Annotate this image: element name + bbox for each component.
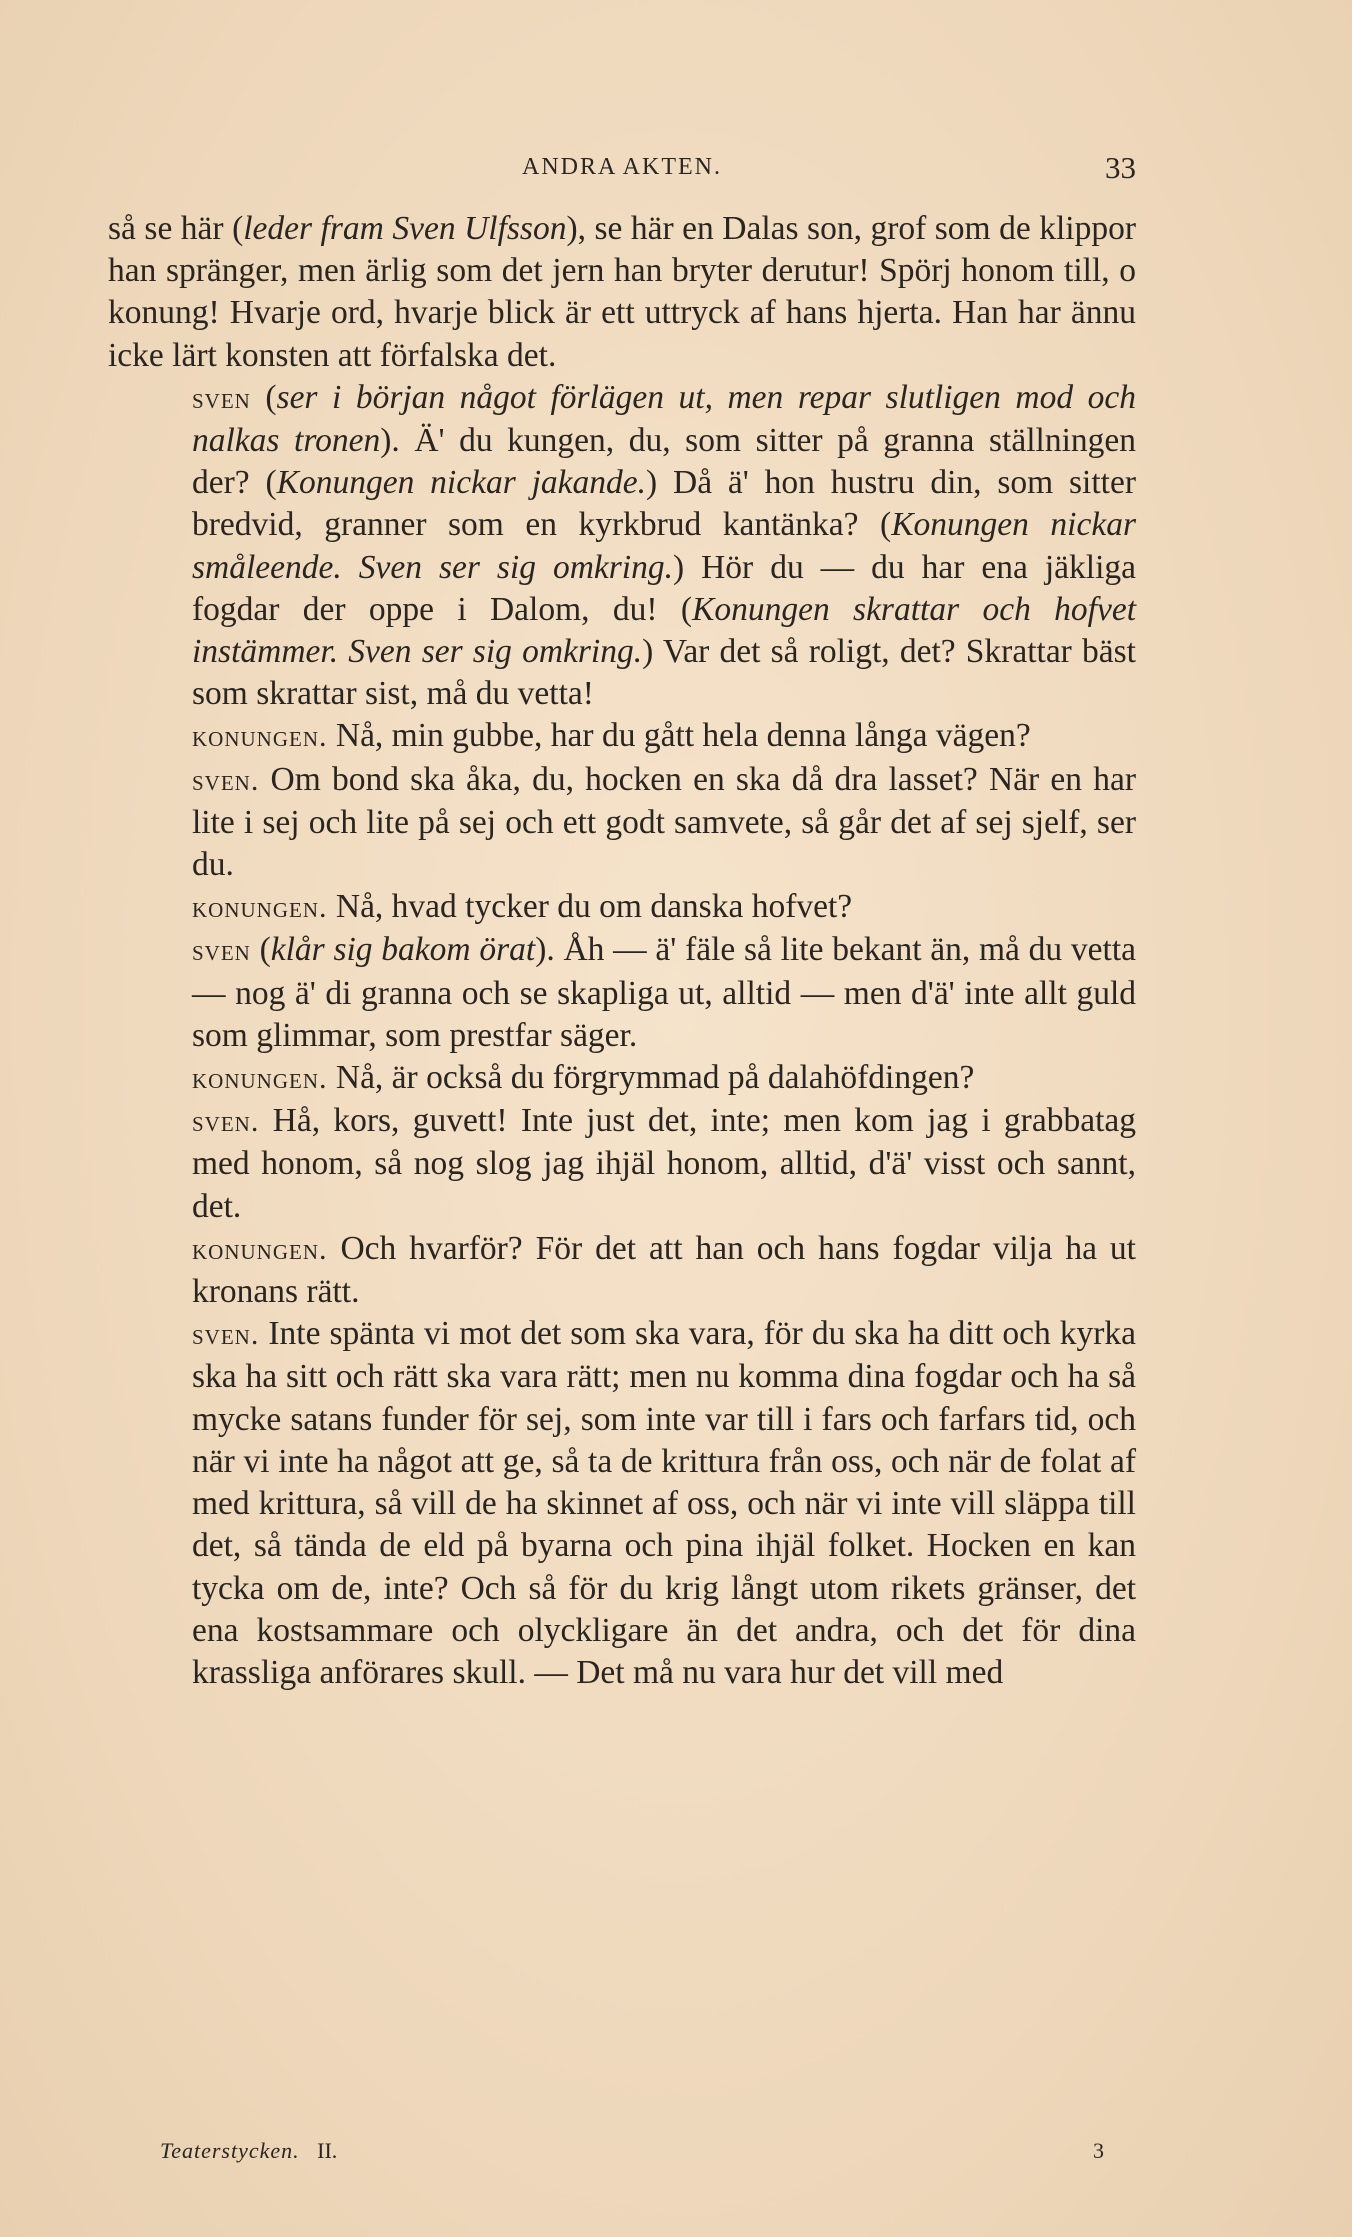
- speaker-name: sven.: [192, 1105, 260, 1139]
- dialogue-text: Nå, min gubbe, har du gått hela denna långa vägen?: [327, 717, 1031, 755]
- page-number: 33: [1105, 150, 1136, 185]
- speaker-name: konungen.: [192, 720, 328, 754]
- page-header: [108, 150, 1136, 190]
- stage-direction: Konungen nickar småleende. Sven ser sig omkring.: [192, 506, 1136, 586]
- dialogue-text: ). Åh — ä' fäle så lite bekant än, må du vetta — nog ä' di granna och se skapliga ut, alltid — men d'ä' inte allt guld som glimmar, som prestfar säger.: [192, 931, 1137, 1054]
- paragraph: [108, 1313, 1136, 1694]
- dialogue-text: ), se här en Dalas son, grof som de klippor han spränger, men ärlig som det jern han bryter derutur! Spörj honom till, o konung! Hvarje ord, hvarje blick är ett uttryck af hans hjerta. Han har ännu icke lärt konsten att förfalska det.: [108, 210, 1136, 374]
- speaker-name: sven: [192, 934, 251, 968]
- dialogue-text: ) Då ä' hon hustru din, som sitter bredvid, granner som en kyrkbrud kantänka? (: [192, 464, 1136, 544]
- dialogue-text: (: [250, 378, 277, 416]
- dialogue-text: Inte spänta vi mot det som ska vara, för du ska ha ditt och kyrka ska ha sitt och rätt ska vara rätt; men nu komma dina fogdar och ha så mycke satans funder för sej, som inte var till i fars och farfars tid, och när vi inte ha något att ge, så ta de krittura från oss, och när de folat af med krittura, så vill de ha skinnet af oss, och när vi inte vill släppa till det, så tända de eld på byarna och pina ihjäl folket. Hocken en kan tycka om de, inte? Och så för du krig långt utom rikets gränser, det ena kostsammare och olyckligare än det andra, och det för dina krassliga anförares skull. — Det må nu vara hur det vill med: [192, 1315, 1136, 1691]
- paragraph: [108, 715, 1136, 758]
- dialogue-text: ) Hör du — du har ena jäkliga fogdar der oppe i Dalom, du! (: [192, 548, 1136, 628]
- sheet-number: 3: [1093, 2138, 1104, 2163]
- dialogue-text: så se här (: [108, 210, 244, 247]
- paragraph: [108, 377, 1136, 716]
- paragraph: [108, 886, 1136, 929]
- stage-direction: klår sig bakom örat: [270, 931, 536, 969]
- speaker-name: sven.: [192, 763, 260, 797]
- paragraph: [108, 759, 1136, 887]
- footer-label: Teaterstycken.: [160, 2138, 300, 2163]
- stage-direction: Konungen skrattar och hofvet instämmer. Sven ser sig omkring.: [192, 590, 1137, 671]
- dialogue-text: Nå, hvad tycker du om danska hofvet?: [327, 888, 853, 926]
- speaker-name: sven.: [192, 1318, 260, 1352]
- speaker-name: konungen.: [192, 891, 328, 925]
- dialogue-text: Om bond ska åka, du, hocken en ska då dra lasset? När en har lite i sej och lite på sej och ett godt samvete, så går det af sej sjelf, ser du.: [192, 760, 1136, 884]
- speaker-name: konungen.: [192, 1232, 328, 1266]
- body-text: [108, 208, 1136, 1694]
- speaker-name: konungen.: [192, 1062, 328, 1096]
- paragraph: [108, 208, 1136, 377]
- speaker-name: sven: [192, 381, 251, 415]
- paragraph: [108, 1057, 1136, 1100]
- stage-direction: leder fram Sven Ulfsson: [243, 210, 567, 247]
- stage-direction: Konungen nickar jakande.: [276, 464, 647, 502]
- dialogue-text: Nå, är också du förgrymmad på dalahöfdingen?: [327, 1059, 975, 1097]
- footer-volume: II.: [317, 2138, 338, 2163]
- dialogue-text: Och hvarför? För det att han och hans fogdar vilja ha ut kronans rätt.: [192, 1229, 1136, 1311]
- page-footer: [160, 2138, 1104, 2178]
- dialogue-text: (: [250, 931, 271, 969]
- paragraph: [108, 1100, 1136, 1228]
- dialogue-text: ) Var det så roligt, det? Skrattar bäst som skrattar sist, må du vetta!: [192, 633, 1136, 713]
- stage-direction: ser i början något förlägen ut, men repar slutligen mod och nalkas tronen: [192, 378, 1137, 460]
- running-head: ANDRA AKTEN.: [521, 154, 722, 180]
- paragraph: [108, 929, 1136, 1057]
- paragraph: [108, 1228, 1136, 1313]
- dialogue-text: ). Ä' du kungen, du, som sitter på granna ställningen der? (: [192, 422, 1136, 502]
- dialogue-text: Hå, kors, guvett! Inte just det, inte; men kom jag i grabbatag med honom, så nog slog jag ihjäl honom, alltid, d'ä' visst och sannt, det.: [192, 1102, 1136, 1225]
